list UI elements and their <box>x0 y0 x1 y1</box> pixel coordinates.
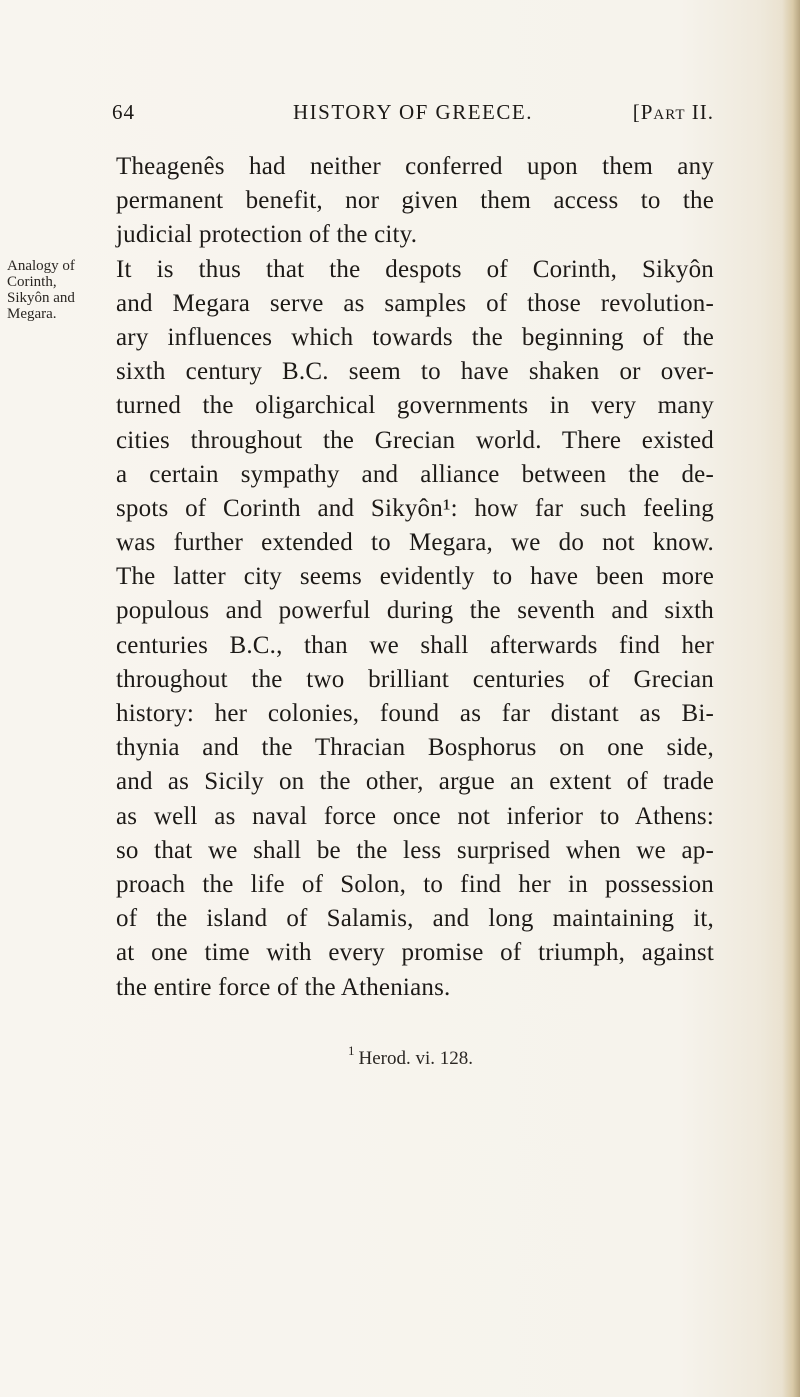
text-line: and Megara serve as samples of those revolution- <box>116 289 714 317</box>
text-line: The latter city seems evidently to have been more <box>116 563 714 591</box>
text-line: permanent benefit, nor given them access to the <box>116 187 714 215</box>
text-line: history: her colonies, found as far distant as Bi- <box>116 700 714 727</box>
page-edge-shadow <box>782 0 800 1397</box>
text-line: centuries B.C., than we shall afterwards find her <box>116 631 714 659</box>
margin-note-line: Megara. <box>7 306 57 322</box>
text-line: Theagenês had neither conferred upon them any <box>116 153 714 180</box>
footnote <box>348 1043 474 1070</box>
margin-note-line: Analogy of <box>7 258 75 274</box>
footnote-marker: 1 <box>348 1043 355 1058</box>
text-line: It is thus that the despots of Corinth, Sikyôn <box>116 255 714 283</box>
text-line: throughout the two brilliant centuries of Grecian <box>116 665 714 693</box>
text-line: spots of Corinth and Sikyôn¹: how far such feeling <box>116 494 714 522</box>
text-line: at one time with every promise of triumph, against <box>116 939 714 967</box>
running-title: HISTORY OF GREECE. <box>293 100 533 124</box>
body-text <box>116 150 714 1005</box>
text-line: as well as naval force once not inferior to Athens: <box>116 802 714 830</box>
text-line: sixth century B.C. seem to have shaken or over- <box>116 358 714 386</box>
margin-note-line: Sikyôn and <box>7 290 75 306</box>
text-line: ary influences which towards the beginning of the <box>116 323 714 351</box>
text-line: turned the oligarchical governments in very many <box>116 392 714 420</box>
text-line: cities throughout the Grecian world. There existed <box>116 426 714 454</box>
margin-note <box>7 258 99 322</box>
text-line: and as Sicily on the other, argue an extent of trade <box>116 768 714 796</box>
running-header <box>112 100 714 136</box>
text-line: proach the life of Solon, to find her in possession <box>116 870 714 898</box>
text-line: was further extended to Megara, we do not know. <box>116 529 714 557</box>
text-line: so that we shall be the less surprised when we ap- <box>116 836 714 864</box>
text-line: of the island of Salamis, and long maintaining it, <box>116 905 714 933</box>
text-line: thynia and the Thracian Bosphorus on one side, <box>116 734 714 762</box>
margin-note-line: Corinth, <box>7 274 57 290</box>
part-label: [Part II. <box>632 100 714 124</box>
footnote-text: Herod. vi. 128. <box>358 1048 474 1069</box>
text-line: the entire force of the Athenians. <box>116 973 451 1001</box>
text-line: a certain sympathy and alliance between the de- <box>116 460 714 488</box>
page-number: 64 <box>112 100 135 124</box>
text-line: populous and powerful during the seventh and sixth <box>116 597 714 625</box>
text-line: judicial protection of the city. <box>116 221 418 249</box>
